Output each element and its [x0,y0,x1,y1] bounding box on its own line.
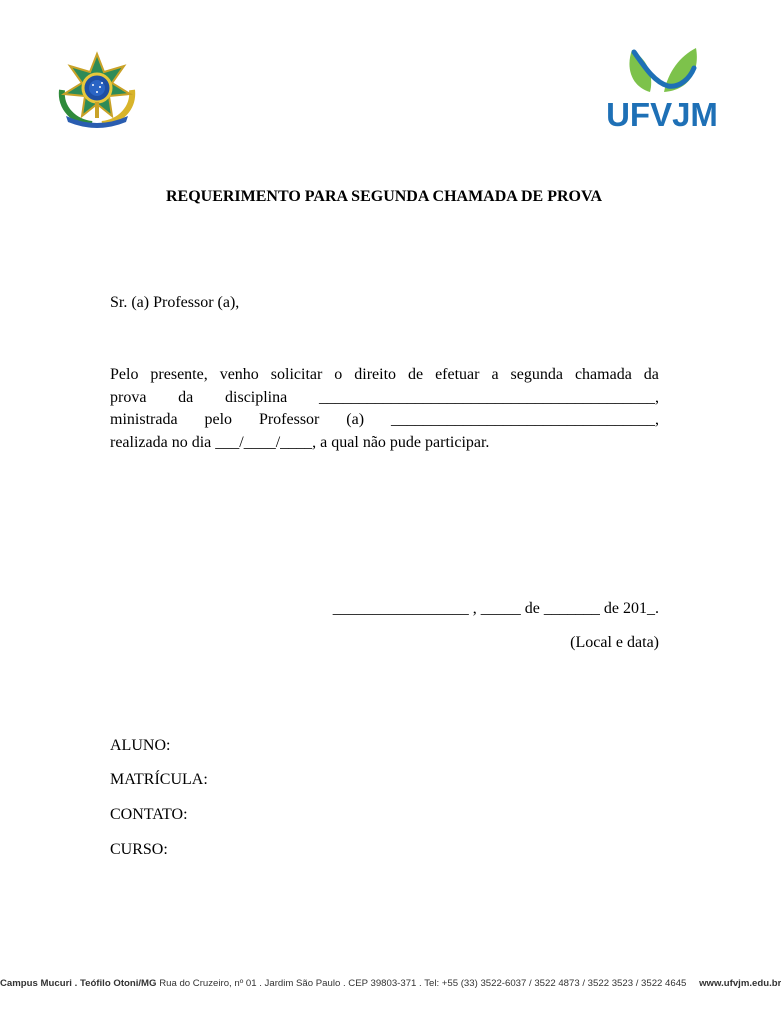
word: efetuar [435,366,480,383]
field-curso: CURSO: [110,841,168,858]
brazil-coat-of-arms-icon [52,50,142,132]
footer-website-link[interactable]: www.ufvjm.edu.br [699,978,781,989]
word: da [178,388,194,406]
word: presente, [150,366,208,383]
word: segunda [510,366,563,383]
word: ministrada [110,411,178,428]
field-aluno: ALUNO: [110,737,171,754]
ufvjm-leaf-icon [624,46,702,94]
word: direito [354,366,397,383]
professor-blank: _________________________________, [390,411,659,428]
word: solicitar [270,366,323,383]
paragraph-line-3 [110,409,659,432]
word: Pelo [110,366,139,383]
paragraph-line-1 [110,364,659,387]
field-contato: CONTATO: [110,806,188,823]
ufvjm-logo [604,46,720,138]
word: da [643,366,659,383]
word: disciplina [225,388,288,406]
word: pelo [204,411,233,428]
salutation: Sr. (a) Professor (a), [110,294,240,311]
discipline-blank: __________________________________________, [318,388,659,406]
footer-address-text: Rua do Cruzeiro, nº 01 . Jardim São Paulo . CEP 39803-371 . Tel: +55 (33) 3522-6037 / 3522 4873 / 3522 3523 / 3522 4645 [159,978,687,989]
paragraph-line-2 [110,387,659,410]
date-line: _________________ , _____ de _______ de 201_. [332,600,659,617]
footer-address [0,978,781,989]
logo-text: UFVJM [606,96,718,133]
word: venho [219,366,259,383]
word: (a) [346,411,365,428]
word: prova [110,388,147,406]
word: chamada [574,366,632,383]
paragraph-line-4: realizada no dia ___/____/____, a qual não pude participar. [110,433,490,451]
word: o [334,366,343,383]
word: de [408,366,424,383]
footer-campus: Campus Mucuri . Teófilo Otoni/MG [0,978,157,989]
field-matricula: MATRÍCULA: [110,771,208,788]
request-paragraph [110,364,659,454]
local-data-label: (Local e data) [570,634,659,651]
word: Professor [258,411,320,428]
word: a [491,366,499,383]
document-title: REQUERIMENTO PARA SEGUNDA CHAMADA DE PROVA [165,188,603,205]
